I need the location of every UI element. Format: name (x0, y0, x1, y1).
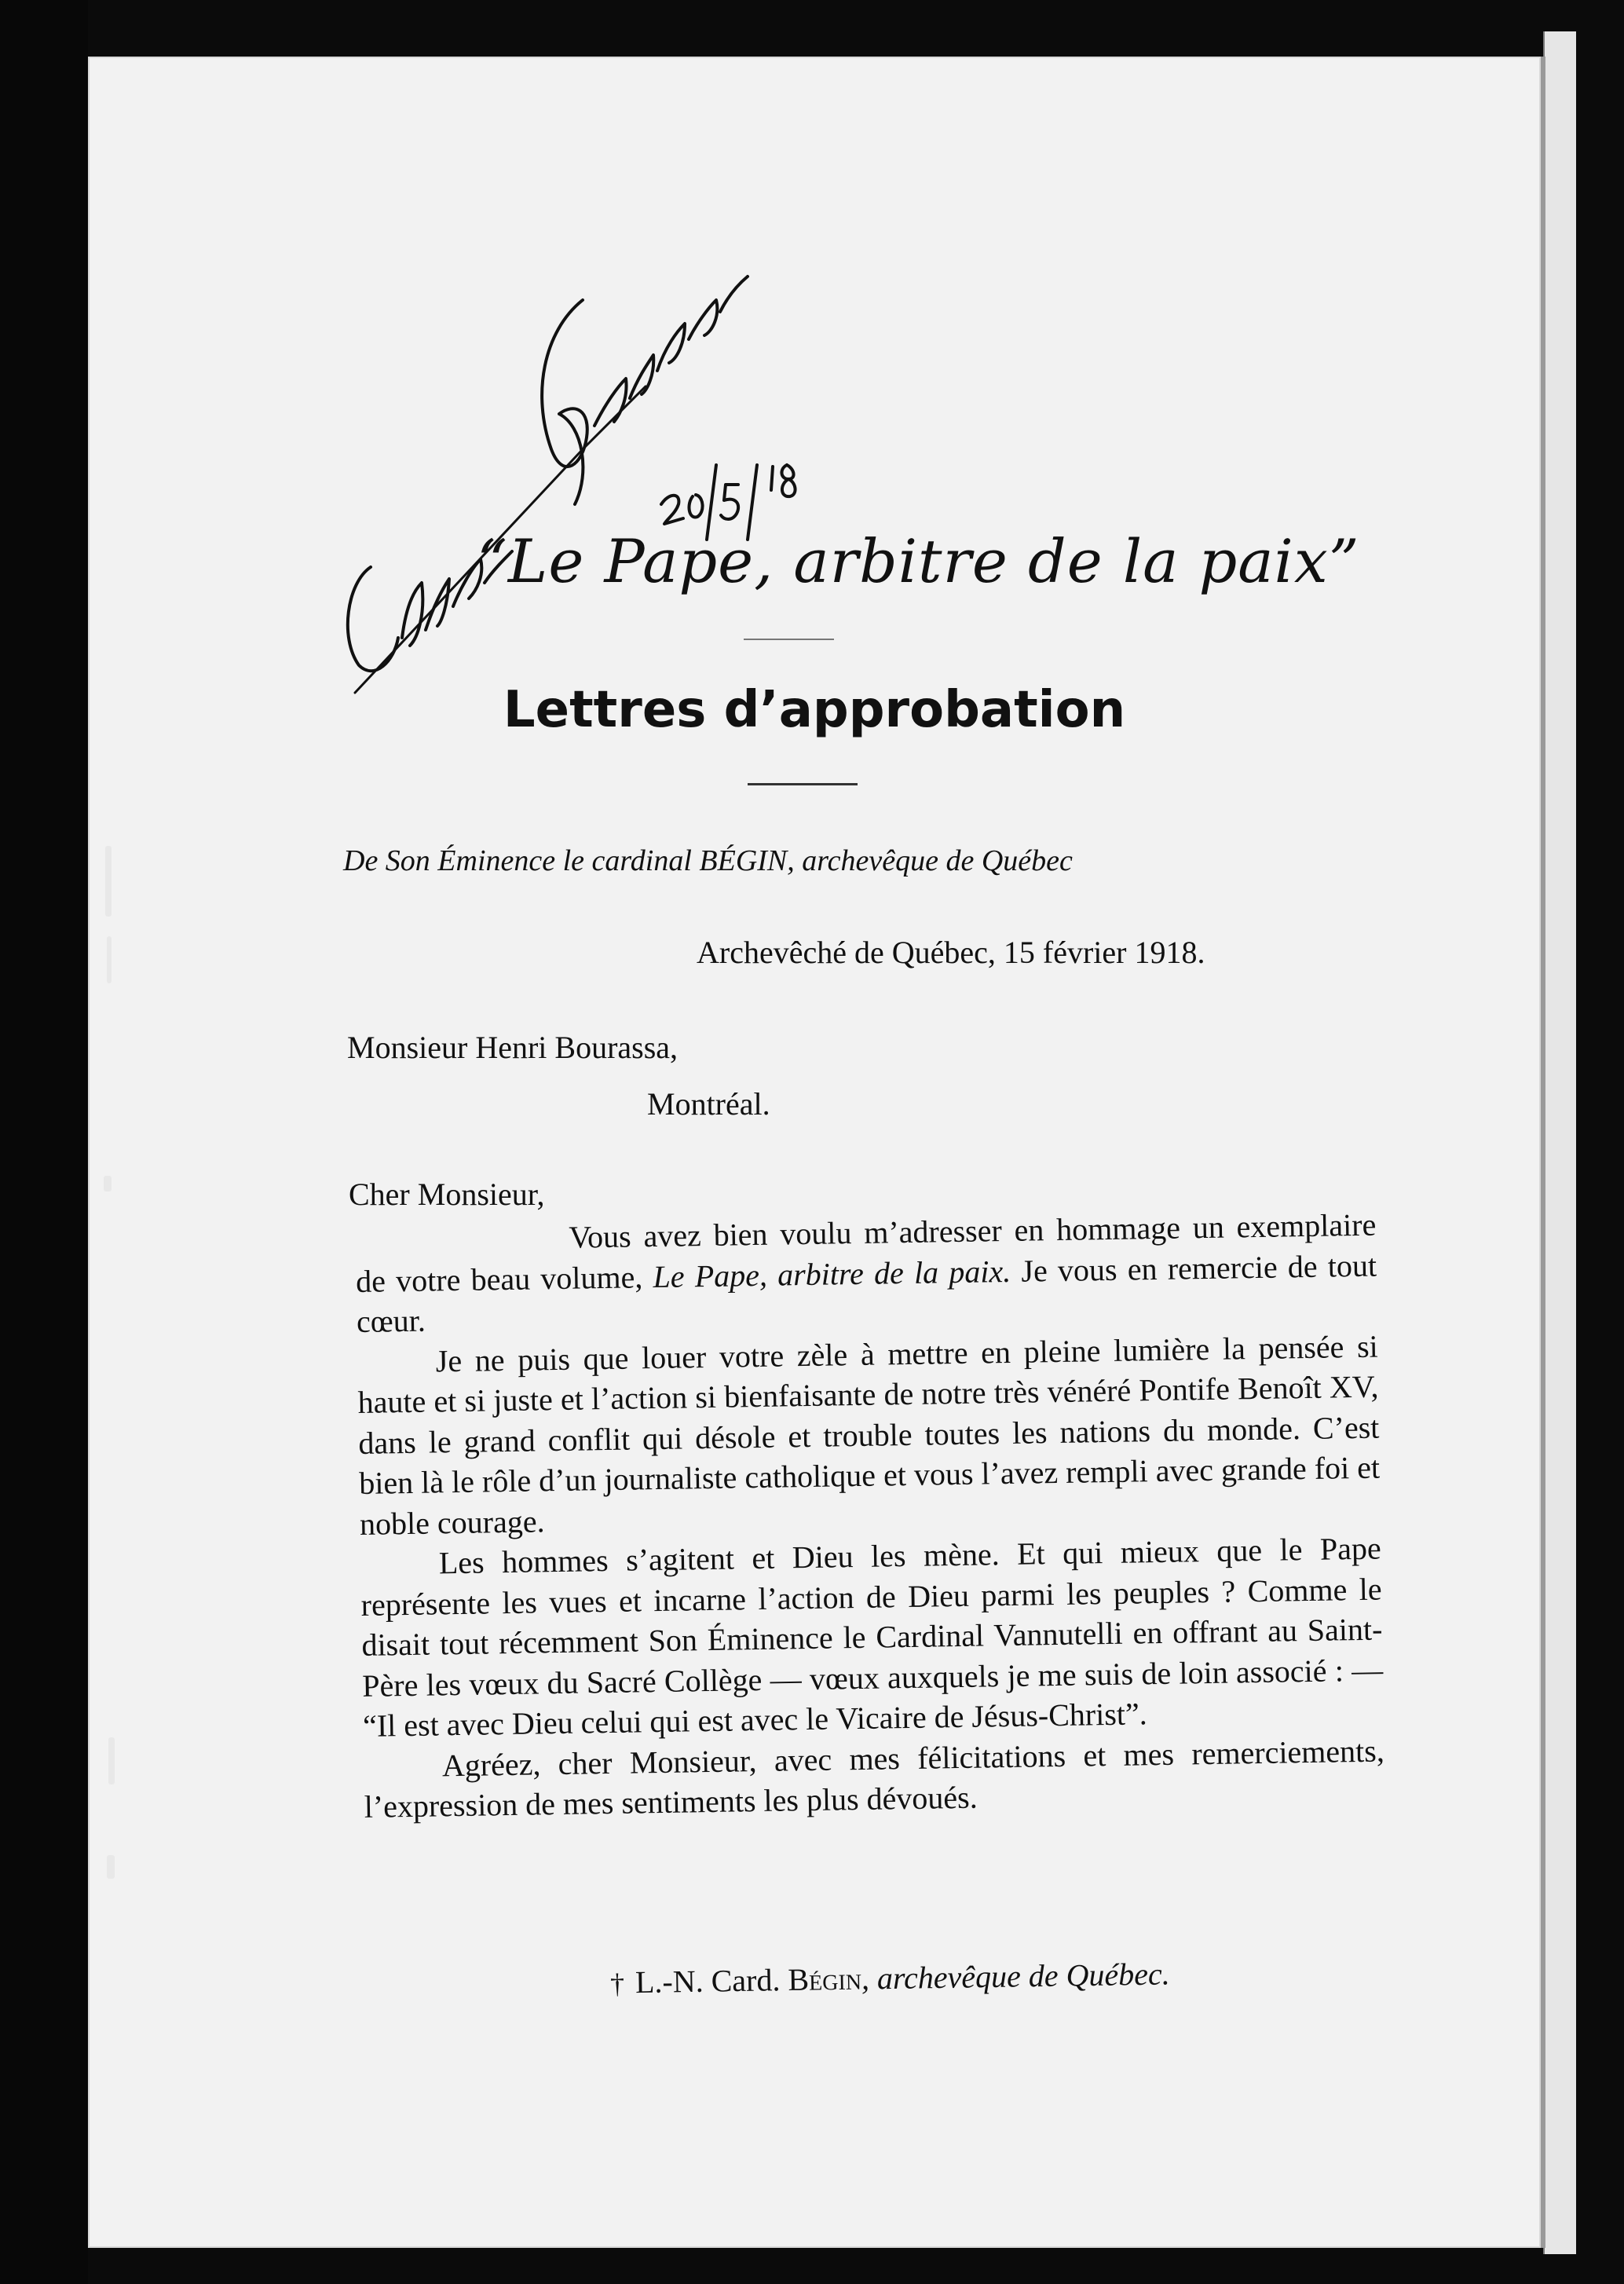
heading-rule (748, 783, 858, 785)
letter-addressee: Monsieur Henri Bourassa, (347, 1030, 678, 1065)
handwritten-signature (324, 269, 810, 708)
page-edge (1543, 31, 1576, 2254)
section-heading: Lettres d’approbation (503, 681, 1126, 739)
signature-name: Bégin (788, 1960, 862, 1998)
letter-paragraph: Agréez, cher Monsieur, avec mes félicitations et mes remerciements, l’expression de mes sentiments les plus dévoués. (364, 1732, 1385, 1825)
signature-name-prefix: L.-N. Card. (635, 1962, 788, 2000)
letter-paragraph (355, 1205, 1377, 1342)
paragraph-text: Vous avez bien voulu m’adresser en hommage un exemplaire de votre beau volume, (355, 1206, 1377, 1299)
letter-city: Montréal. (647, 1086, 770, 1122)
letter-paragraph: Les hommes s’agitent et Dieu les mène. Et qui mieux que le Pape représente les vues et incarne l’action de Dieu parmi les peuples ? Comme le disait tout récemment Son Éminence le Cardinal Vannutelli en offrant au Saint-Père les vœux du Sacré Collège — vœux auxquels je me suis de loin associé : — “Il est avec Dieu celui qui est avec le Vicaire de Jésus-Christ”. (360, 1530, 1384, 1744)
document-content (88, 57, 1541, 2248)
scan-left-border (0, 0, 88, 2284)
document-page (88, 57, 1545, 2248)
cross-icon: † (609, 1967, 625, 2000)
letter-salutation: Cher Monsieur, (349, 1177, 545, 1212)
letter-signature (610, 1955, 1170, 2000)
document-title: “Le Pape, arbitre de la paix” (477, 526, 1360, 596)
letter-body (355, 1205, 1385, 1828)
letter-dateline: Archevêché de Québec, 15 février 1918. (697, 935, 1205, 970)
book-title-reference: Le Pape, arbitre de la paix. (653, 1253, 1011, 1294)
signature-title: , archevêque de Québec. (861, 1956, 1171, 1997)
letter-origin-line: De Son Éminence le cardinal BÉGIN, archevêque de Québec (343, 844, 1073, 877)
paragraph-text: Je vous en remercie de tout cœur. (356, 1247, 1377, 1339)
letter-paragraph: Je ne puis que louer votre zèle à mettre en pleine lumière la pensée si haute et si juste et l’action si bienfaisante de notre très vénéré Pontife Benoît XV, dans le grand conflit qui désole et trouble toutes les nations du monde. C’est bien là le rôle d’un journaliste catholique et vous l’avez rempli avec grande foi et noble courage. (357, 1328, 1381, 1542)
